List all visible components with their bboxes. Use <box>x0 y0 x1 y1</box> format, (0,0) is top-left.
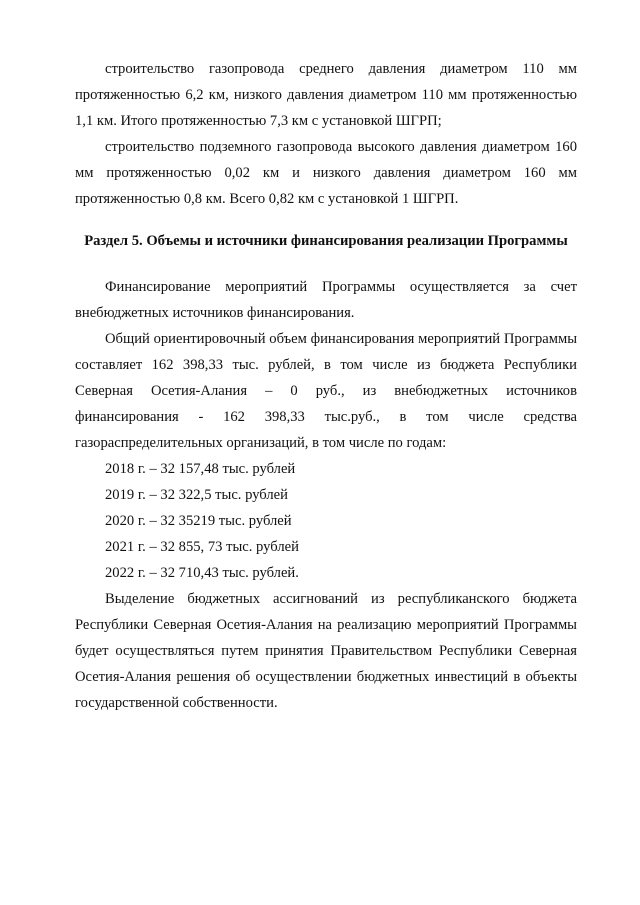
paragraph-pipeline-medium-pressure: строительство газопровода среднего давления диаметром 110 мм протяженностью 6,2 км, низкого давления диаметром 110 мм протяженностью 1,1 км. Итого протяженностью 7,3 км с установкой ШГРП; <box>75 61 577 129</box>
section-title: Раздел 5. Объемы и источники финансирования реализации Программы <box>84 233 568 249</box>
paragraph-budget-allocation: Выделение бюджетных ассигнований из республиканского бюджета Республики Северная Осетия-Алания на реализацию мероприятий Программы будет осуществляться путем принятия Правительством Республики Северная Осетия-Алания решения об осуществлении бюджетных инвестиций в объекты государственной собственности. <box>75 591 577 711</box>
year-line-2018: 2018 г. – 32 157,48 тыс. рублей <box>105 461 296 477</box>
year-line-2020: 2020 г. – 32 35219 тыс. рублей <box>105 513 292 529</box>
paragraph-pipeline-high-pressure: строительство подземного газопровода высокого давления диаметром 160 мм протяженностью 0,02 км и низкого давления диаметром 160 мм протяженностью 0,8 км. Всего 0,82 км с установкой 1 ШГРП. <box>75 139 577 207</box>
year-line-2021: 2021 г. – 32 855, 73 тыс. рублей <box>105 539 299 555</box>
paragraph-financing-source: Финансирование мероприятий Программы осуществляется за счет внебюджетных источников финансирования. <box>75 279 577 321</box>
paragraph-financing-volume: Общий ориентировочный объем финансирования мероприятий Программы составляет 162 398,33 тыс. рублей, в том числе из бюджета Республики Северная Осетия-Алания – 0 руб., из внебюджетных источников финансирования - 162 398,33 тыс.руб., в том числе средства газораспределительных организаций, в том числе по годам: <box>75 331 577 451</box>
section-spacer <box>75 253 577 274</box>
year-line-2022: 2022 г. – 32 710,43 тыс. рублей. <box>105 565 299 581</box>
year-line-2019: 2019 г. – 32 322,5 тыс. рублей <box>105 487 288 503</box>
document-page <box>75 56 577 716</box>
